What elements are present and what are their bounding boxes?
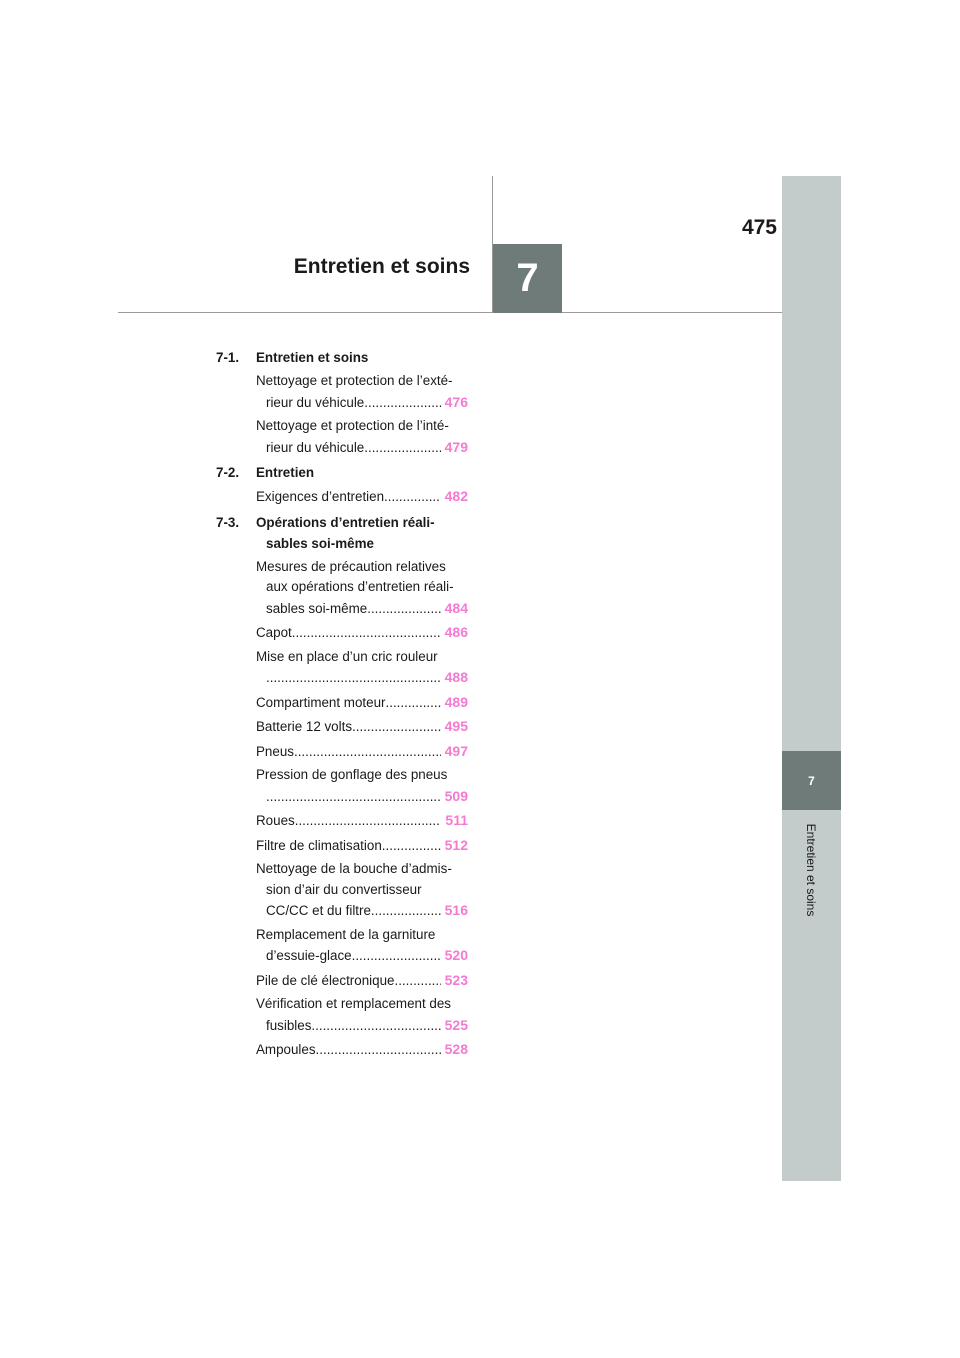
toc-leader-dots	[292, 623, 441, 644]
toc-entry[interactable]	[256, 692, 468, 714]
toc-section-title: Entretien	[256, 465, 315, 480]
toc-section-title: Entretien et soins	[256, 350, 369, 365]
toc-entry[interactable]	[256, 716, 468, 738]
toc-page-link[interactable]: 495	[444, 718, 468, 734]
toc-leader-dots	[364, 393, 440, 414]
toc-entry[interactable]	[256, 1039, 468, 1061]
toc-page-link[interactable]: 489	[444, 693, 468, 710]
toc-entry-text: Roues	[256, 813, 295, 828]
toc-entry-text: Capot	[256, 625, 292, 640]
toc-entry[interactable]	[256, 994, 468, 1036]
toc-entry-text: fusibles	[266, 1017, 312, 1033]
toc-leader-dots	[295, 811, 442, 832]
toc-entry[interactable]	[256, 835, 468, 857]
chapter-title: Entretien et soins	[293, 255, 470, 278]
toc-leader-dots	[367, 599, 440, 620]
toc-entry-text: Pression de gonflage des pneus	[256, 767, 448, 782]
side-tab-label: Entretien et soins	[804, 823, 818, 917]
toc-entry-text: Pile de clé électronique	[256, 972, 395, 988]
toc-leader-dots	[266, 787, 441, 808]
toc-page-link[interactable]: 516	[444, 902, 468, 918]
toc-page-link[interactable]: 484	[444, 599, 468, 616]
toc-entry-text: Batterie 12 volts	[256, 719, 353, 734]
toc-entry[interactable]	[256, 859, 468, 922]
toc-page-link[interactable]: 497	[444, 742, 468, 759]
toc-entry-text: rieur du véhicule	[266, 394, 365, 410]
toc-entry[interactable]	[256, 622, 468, 644]
toc-section-number: 7-3.	[216, 514, 240, 530]
toc-entry-text: Pneus	[256, 743, 294, 759]
toc-section-heading	[216, 347, 468, 368]
toc-leader-dots	[352, 717, 441, 738]
toc-section-heading	[216, 462, 468, 483]
toc-page-link[interactable]: 509	[444, 787, 468, 804]
toc-section-title: sables soi-même	[266, 535, 374, 551]
toc-entry[interactable]	[256, 486, 468, 508]
side-tab	[782, 176, 841, 1181]
toc-entry-text: CC/CC et du filtre	[266, 903, 371, 918]
toc-entry[interactable]	[256, 970, 468, 992]
toc-entry[interactable]	[256, 765, 468, 807]
toc-entry-text: Compartiment moteur	[256, 694, 386, 710]
toc-entry-text: Ampoules	[256, 1042, 316, 1057]
toc-leader-dots	[371, 901, 441, 922]
toc-leader-dots	[382, 836, 441, 857]
toc-section-number: 7-2.	[216, 465, 240, 480]
toc-page-link[interactable]: 482	[444, 488, 468, 504]
toc-entry-text: Filtre de climatisation	[256, 837, 382, 853]
toc-section-heading	[216, 512, 468, 554]
toc-page-link[interactable]: 486	[444, 624, 468, 640]
toc-leader-dots	[316, 1040, 441, 1061]
toc-entry[interactable]	[256, 741, 468, 763]
toc-leader-dots	[266, 668, 441, 689]
chapter-number-box: 7	[493, 244, 562, 313]
toc-entry[interactable]	[256, 557, 468, 620]
toc-entry[interactable]	[256, 647, 468, 689]
toc-page-link[interactable]: 525	[444, 1016, 468, 1033]
toc-leader-dots	[394, 971, 440, 992]
toc-leader-dots	[384, 487, 441, 508]
toc-entry-text: aux opérations d’entretien réali-	[266, 579, 454, 594]
toc-leader-dots	[386, 693, 441, 714]
toc-leader-dots	[352, 946, 441, 967]
toc-page-link[interactable]: 479	[444, 438, 468, 455]
side-tab-number: 7	[782, 751, 841, 810]
toc-entry-text: Nettoyage de la bouche d’admis-	[256, 861, 452, 876]
header-horizontal-rule	[118, 312, 782, 313]
page-number: 475	[741, 216, 777, 239]
toc-entry-text: Exigences d’entretien	[256, 489, 385, 504]
toc-entry-text: rieur du véhicule	[266, 439, 365, 455]
toc-page-link[interactable]: 512	[444, 836, 468, 853]
toc-section-title: Opérations d’entretien réali-	[256, 514, 435, 530]
toc-entry[interactable]	[256, 810, 468, 832]
table-of-contents	[216, 343, 468, 1064]
toc-entry[interactable]	[256, 416, 468, 458]
toc-entry-text: Nettoyage et protection de l’exté-	[256, 373, 453, 388]
toc-section-number: 7-1.	[216, 350, 240, 365]
toc-entry-text: sables soi-même	[266, 600, 368, 616]
toc-leader-dots	[294, 742, 441, 763]
toc-leader-dots	[311, 1016, 440, 1037]
toc-entry-text: Vérification et remplacement des	[256, 996, 452, 1011]
toc-entry[interactable]	[256, 371, 468, 413]
toc-entry-text: Remplacement de la garniture	[256, 926, 436, 942]
toc-leader-dots	[364, 438, 440, 459]
toc-page-link[interactable]: 488	[444, 669, 468, 685]
toc-entry-text: Nettoyage et protection de l’inté-	[256, 418, 449, 433]
toc-page-link[interactable]: 511	[445, 812, 468, 828]
toc-entry[interactable]	[256, 925, 468, 967]
toc-entry-text: sion d’air du convertisseur	[266, 881, 422, 897]
toc-entry-text: d’essuie-glace	[266, 948, 352, 963]
toc-entry-text: Mise en place d’un cric rouleur	[256, 648, 438, 664]
toc-page-link[interactable]: 523	[444, 971, 468, 988]
toc-page-link[interactable]: 520	[444, 947, 468, 963]
toc-entry-text: Mesures de précaution relatives	[256, 558, 446, 574]
toc-page-link[interactable]: 528	[444, 1041, 468, 1057]
toc-page-link[interactable]: 476	[444, 393, 468, 410]
